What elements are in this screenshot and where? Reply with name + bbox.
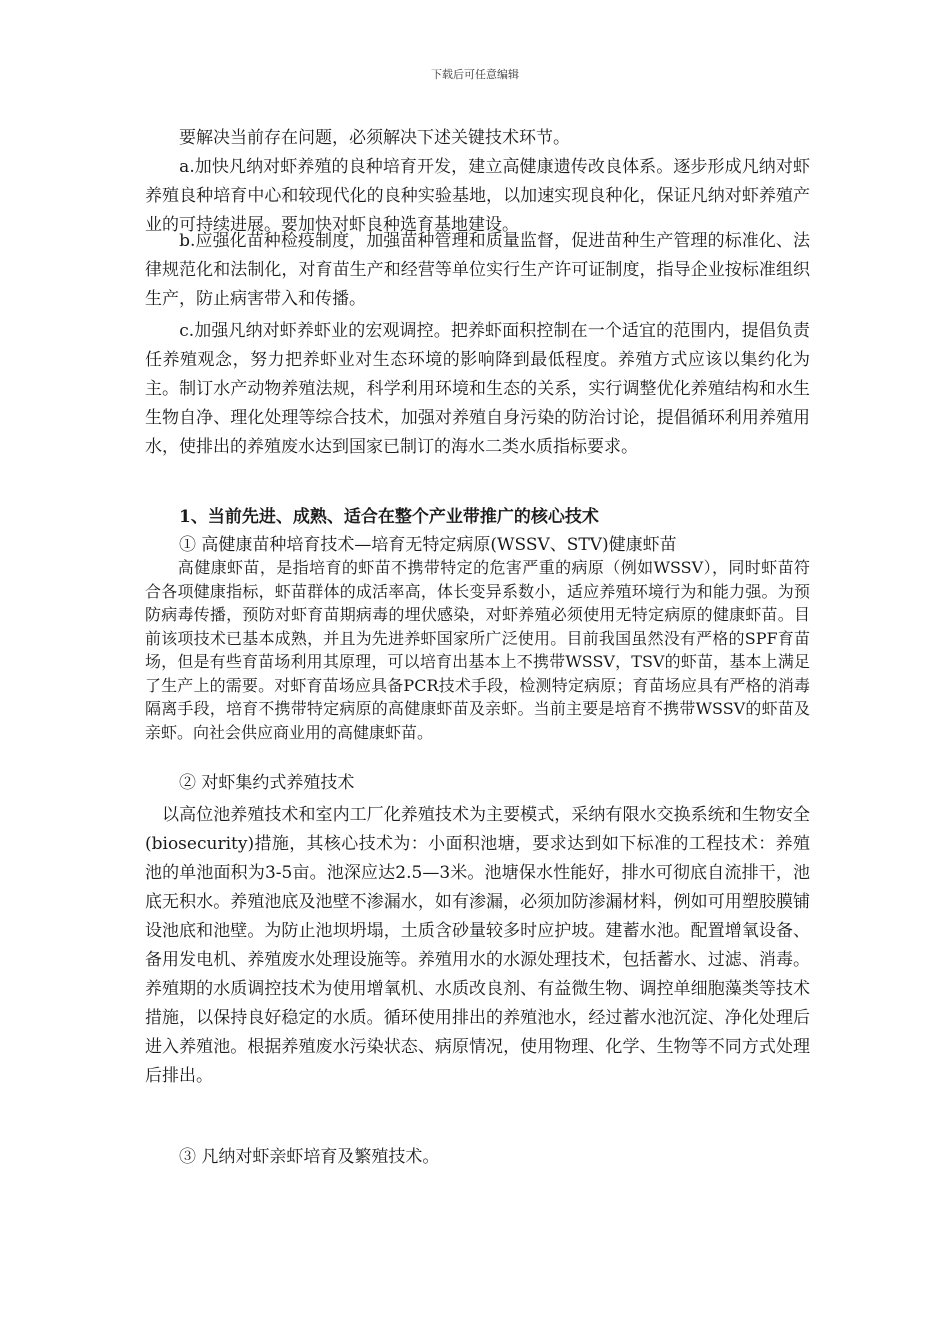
subheading-1: ① 高健康苗种培育技术—培育无特定病原(WSSV、STV)健康虾苗 (145, 535, 677, 555)
subheading-2: ② 对虾集约式养殖技术 (145, 773, 355, 793)
section-heading: 1、当前先进、成熟、适合在整个产业带推广的核心技术 (145, 507, 599, 527)
healthy-shrimp-paragraph: 高健康虾苗，是指培育的虾苗不携带特定的危害严重的病原（例如WSSV），同时虾苗符合各项健康指标，虾苗群体的成活率高，体长变异系数小，适应养殖环境行为和能力强。为预防病毒传播，预防对虾育苗期病毒的埋伏感染，对虾养殖必须使用无特定病原的健康虾苗。目前该项技术已基本成熟，并且为先进养虾国家所广泛使用。目前我国虽然没有严格的SPF育苗场，但是有些育苗场利用其原理，可以培育出基本上不携带WSSV，TSV的虾苗，基本上满足了生产上的需要。对虾育苗场应具备PCR技术手段，检测特定病原；育苗场应具有严格的消毒隔离手段，培育不携带特定病原的高健康虾苗及亲虾。当前主要是培育不携带WSSV的虾苗及亲虾。向社会供应商业用的高健康虾苗。 (145, 558, 810, 742)
intro-paragraph: 要解决当前存在问题，必须解决下述关键技术环节。 (145, 128, 570, 148)
paragraph-c: c.加强凡纳对虾养虾业的宏观调控。把养虾面积控制在一个适宜的范围内，提倡负责任养殖观念，努力把养虾业对生态环境的影响降到最低程度。养殖方式应该以集约化为主。制订水产动物养殖法规，科学利用环境和生态的关系，实行调整优化养殖结构和水生生物自净、理化处理等综合技术，加强对养殖自身污染的防治讨论，提倡循环利用养殖用水，使排出的养殖废水达到国家已制订的海水二类水质指标要求。 (145, 321, 810, 457)
subheading-3: ③ 凡纳对虾亲虾培育及繁殖技术。 (145, 1147, 440, 1167)
paragraph-b: b.应强化苗种检疫制度，加强苗种管理和质量监督，促进苗种生产管理的标准化、法律规范化和法制化，对育苗生产和经营等单位实行生产许可证制度，指导企业按标准组织生产，防止病害带入和传播。 (145, 231, 810, 309)
paragraph-a: a.加快凡纳对虾养殖的良种培育开发，建立高健康遗传改良体系。逐步形成凡纳对虾养殖良种培育中心和较现代化的良种实验基地，以加速实现良种化，保证凡纳对虾养殖产业的可持续进展。要加快对虾良种选育基地建设。 (145, 157, 810, 235)
intensive-culture-paragraph: 以高位池养殖技术和室内工厂化养殖技术为主要模式，采纳有限水交换系统和生物安全(biosecurity)措施，其核心技术为：小面积池塘，要求达到如下标准的工程技术：养殖池的单池面积为3-5亩。池深应达2.5—3米。池塘保水性能好，排水可彻底自流排干，池底无积水。养殖池底及池壁不渗漏水，如有渗漏，必须加防渗漏材料，例如可用塑胶膜铺设池底和池壁。为防止池坝坍塌，土质含砂量较多时应护坡。建蓄水池。配置增氧设备、备用发电机、养殖废水处理设施等。养殖用水的水源处理技术，包括蓄水、过滤、消毒。养殖期的水质调控技术为使用增氧机、水质改良剂、有益微生物、调控单细胞藻类等技术措施，以保持良好稳定的水质。循环使用排出的养殖池水，经过蓄水池沉淀、净化处理后进入养殖池。根据养殖废水污染状态、病原情况，使用物理、化学、生物等不同方式处理后排出。 (145, 805, 810, 1086)
page-header: 下载后可任意编辑 (431, 68, 519, 81)
